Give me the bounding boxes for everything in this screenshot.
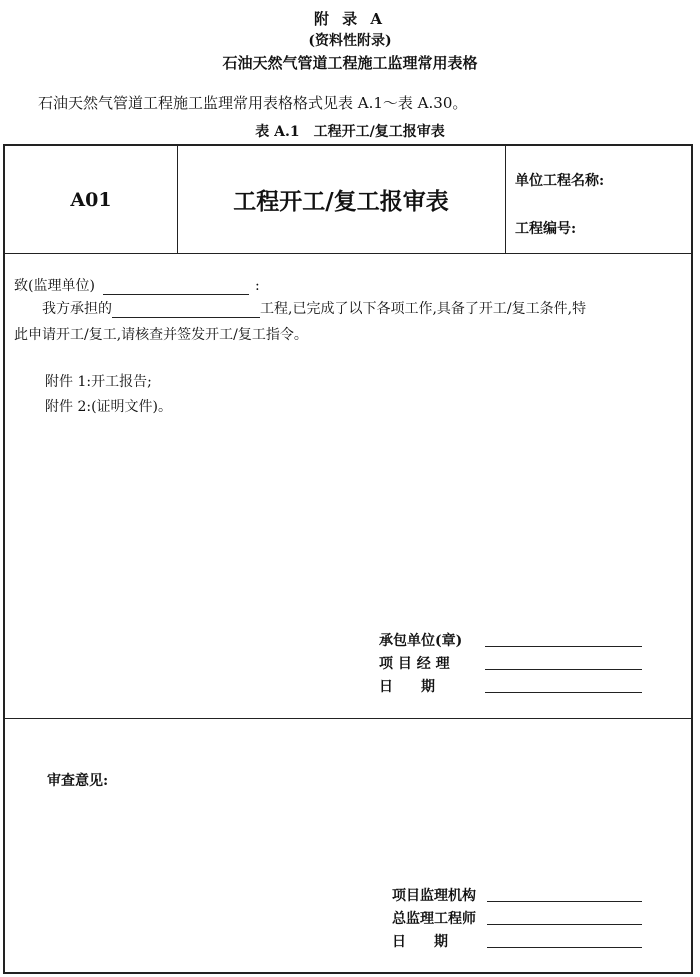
form-title: 工程开工/复工报审表 [233, 188, 449, 215]
header-bottom-rule [5, 253, 691, 254]
header-divider-2 [505, 146, 506, 253]
review-opinion-label: 审查意见: [47, 773, 109, 789]
table-caption: 表 A.1 工程开工/复工报审表 [255, 124, 445, 140]
application-line-1 [42, 298, 586, 318]
date-field[interactable] [485, 692, 642, 693]
intro-text: 石油天然气管道工程施工监理常用表格格式见表 A.1～表 A.30。 [38, 94, 468, 112]
addressee-prefix: 致(监理单位) [14, 278, 95, 294]
contractor-field[interactable] [485, 646, 642, 647]
body-suffix: 工程,已完成了以下各项工作,具备了开工/复工条件,特 [260, 301, 587, 317]
body-prefix: 我方承担的 [42, 301, 112, 317]
addressee-suffix: : [254, 278, 260, 294]
attachment-1: 附件 1:开工报告; [45, 374, 152, 390]
form-table [3, 144, 693, 974]
section-rule [5, 718, 691, 719]
supervision-unit-field[interactable] [103, 280, 249, 295]
project-name-field[interactable] [112, 303, 260, 318]
page-title: 石油天然气管道工程施工监理常用表格 [222, 54, 478, 72]
attachment-2: 附件 2:(证明文件)。 [45, 399, 172, 415]
supervision-org-field[interactable] [487, 901, 642, 902]
project-number-label: 工程编号: [515, 221, 577, 237]
chief-engineer-field[interactable] [487, 924, 642, 925]
addressee-line [14, 275, 260, 295]
project-manager-label: 项 目 经 理 [379, 656, 450, 672]
unit-project-name-label: 单位工程名称: [515, 173, 605, 189]
chief-engineer-label: 总监理工程师 [392, 911, 476, 927]
appendix-subtitle: (资料性附录) [308, 33, 392, 49]
contractor-label: 承包单位(章) [379, 633, 463, 649]
review-date-field[interactable] [487, 947, 642, 948]
appendix-heading: 附 录 A [313, 10, 387, 28]
review-date-label: 日 期 [392, 934, 448, 950]
application-line-2: 此申请开工/复工,请核查并签发开工/复工指令。 [14, 327, 308, 343]
project-manager-field[interactable] [485, 669, 642, 670]
date-label: 日 期 [379, 679, 435, 695]
supervision-org-label: 项目监理机构 [392, 888, 476, 904]
form-code: A01 [70, 188, 112, 211]
